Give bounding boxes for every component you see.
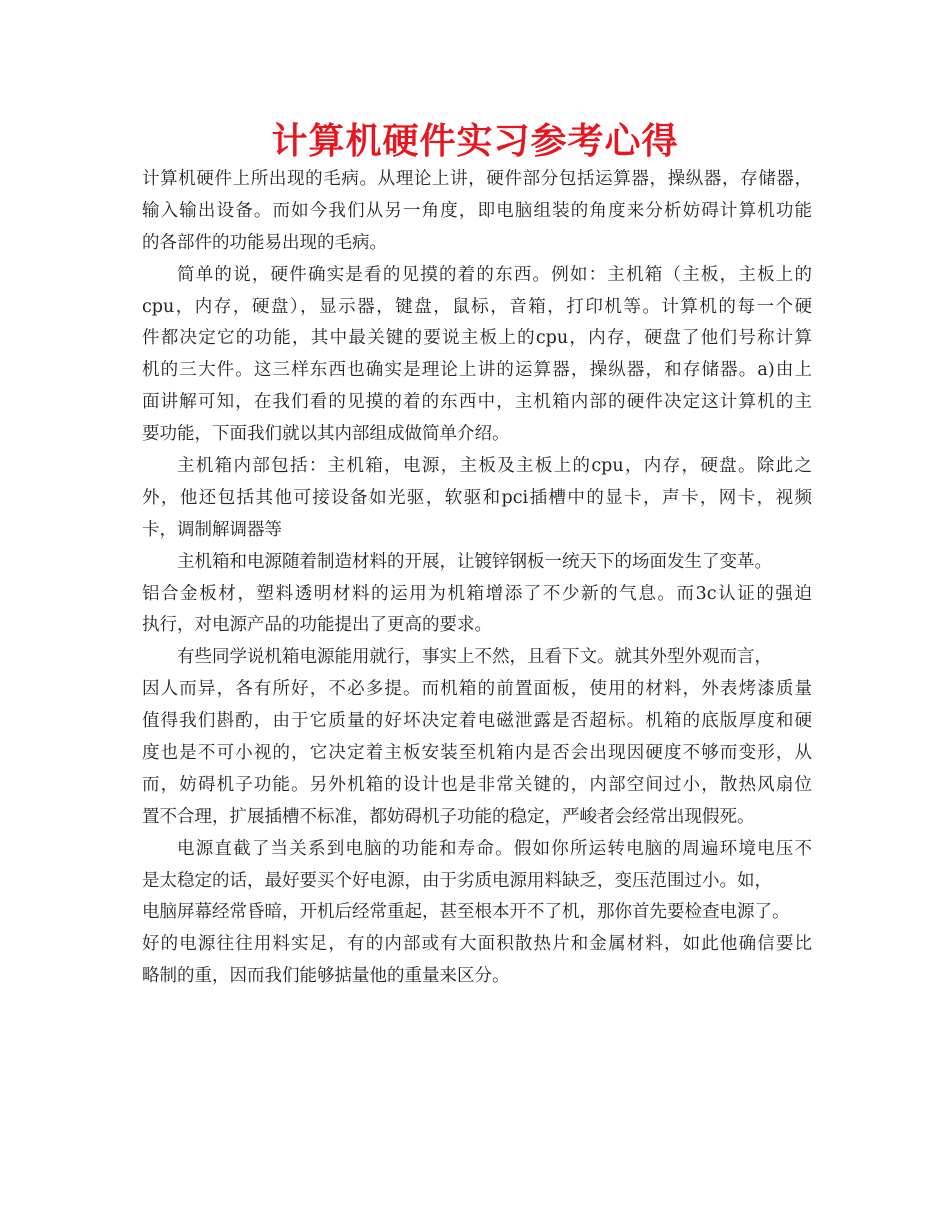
text-line: 铝合金板材，塑料透明材料的运用为机箱增添了不少新的气息。而3c认证的强迫 (142, 583, 812, 604)
text-line: 输入输出设备。而如今我们从另一角度，即电脑组装的角度来分析妨碍计算机功能 (142, 200, 812, 221)
text-line: 是太稳定的话，最好要买个好电源，由于劣质电源用料缺乏，变压范围过小。如， (142, 870, 772, 891)
text-line: cpu，内存，硬盘），显示器，键盘，鼠标，音箱，打印机等。计算机的每一个硬 (142, 296, 812, 317)
text-line: 计算机硬件上所出现的毛病。从理论上讲，硬件部分包括运算器，操纵器，存储器， (142, 169, 812, 189)
text-line: 面讲解可知，在我们看的见摸的着的东西中，主机箱内部的硬件决定这计算机的主 (142, 392, 812, 413)
text-line: 电脑屏幕经常昏暗，开机后经常重起，甚至根本开不了机，那你首先要检查电源了。 (142, 902, 790, 923)
text-line: 因人而异，各有所好，不必多提。而机箱的前置面板，使用的材料，外表烤漆质量 (142, 679, 812, 700)
text-line: 执行，对电源产品的功能提出了更高的要求。 (142, 615, 492, 636)
text-line: 件都决定它的功能，其中最关键的要说主板上的cpu，内存，硬盘了他们号称计算 (142, 328, 812, 349)
document-body (142, 164, 812, 993)
text-line: 电源直截了当关系到电脑的功能和寿命。假如你所运转电脑的周遍环境电压不 (177, 838, 812, 859)
text-line: 有些同学说机箱电源能用就行，事实上不然，且看下文。就其外型外观而言， (177, 647, 772, 668)
text-line: 略制的重，因而我们能够掂量他的重量来区分。 (142, 966, 510, 987)
text-line: 主机箱内部包括：主机箱，电源，主板及主板上的cpu，内存，硬盘。除此之 (177, 456, 812, 477)
text-line: 而，妨碍机子功能。另外机箱的设计也是非常关键的，内部空间过小，散热风扇位 (142, 774, 812, 795)
text-line: 置不合理，扩展插槽不标准，都妨碍机子功能的稳定，严峻者会经常出现假死。 (142, 806, 755, 827)
text-line: 卡，调制解调器等 (142, 519, 282, 540)
text-line: 的各部件的功能易出现的毛病。 (142, 232, 387, 253)
text-line: 好的电源往往用料实足，有的内部或有大面积散热片和金属材料，如此他确信要比 (142, 934, 812, 955)
text-line: 要功能，下面我们就以其内部组成做简单介绍。 (142, 424, 510, 445)
text-line: 度也是不可小视的，它决定着主板安装至机箱内是否会出现因硬度不够而变形，从 (142, 743, 812, 764)
text-line: 机的三大件。这三样东西也确实是理论上讲的运算器，操纵器，和存储器。a)由上 (142, 360, 812, 381)
document-title: 计算机硬件实习参考心得 (271, 121, 679, 162)
text-line: 主机箱和电源随着制造材料的开展，让镀锌钢板一统天下的场面发生了变革。 (177, 551, 772, 572)
text-line: 值得我们斟酌，由于它质量的好坏决定着电磁泄露是否超标。机箱的底版厚度和硬 (142, 711, 812, 732)
text-line: 外，他还包括其他可接设备如光驱，软驱和pci插槽中的显卡，声卡，网卡，视频 (142, 487, 812, 508)
text-line: 简单的说，硬件确实是看的见摸的着的东西。例如：主机箱（主板，主板上的 (177, 264, 812, 285)
